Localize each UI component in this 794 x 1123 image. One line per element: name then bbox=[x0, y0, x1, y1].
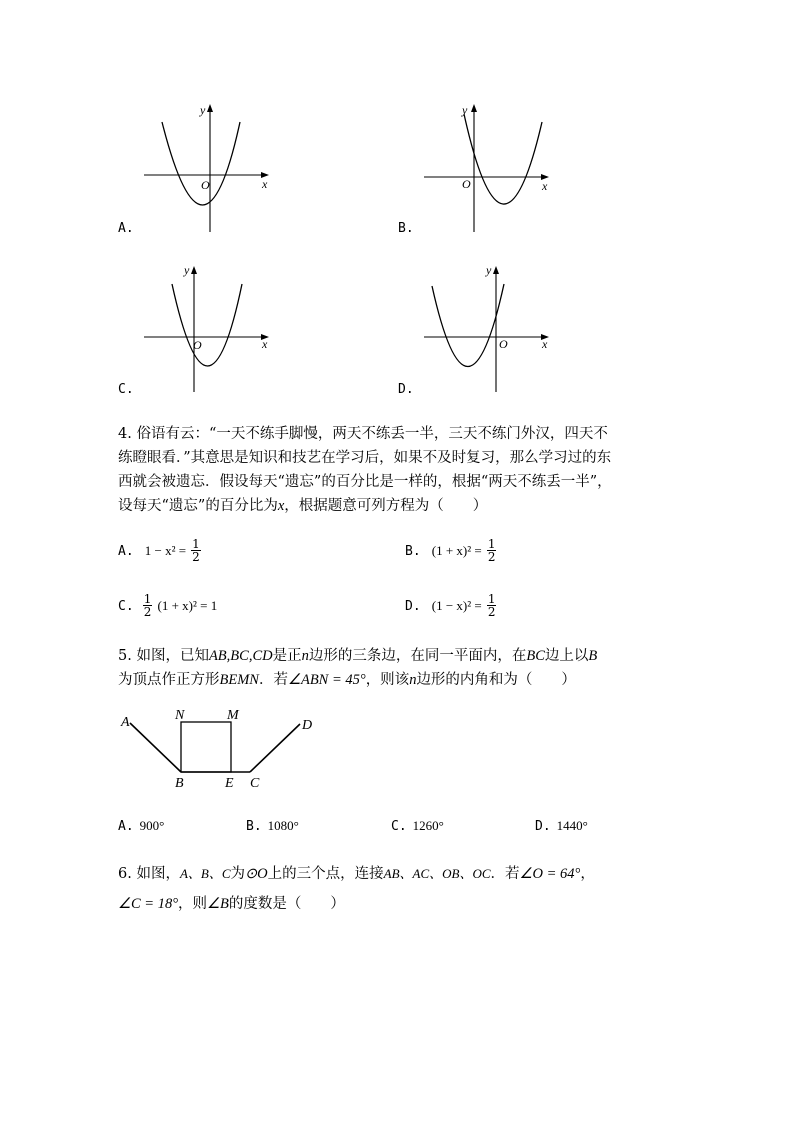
point-m-label: M bbox=[227, 708, 239, 723]
parabola-curve bbox=[432, 284, 504, 367]
parabola-curve bbox=[464, 114, 542, 204]
option-d-label: D. bbox=[398, 382, 414, 397]
q4-line-4-text: 设每天“遗忘”的百分比为 bbox=[118, 498, 278, 514]
point-c-label: C bbox=[250, 776, 260, 791]
q5-line-2: 为顶点作正方形BEMN．若∠ABN = 45°，则该n边形的内角和为（ ） bbox=[118, 672, 576, 688]
q4-option-c-fraction: $\frac{1}{2}$ bbox=[143, 592, 152, 619]
point-a-label: A bbox=[121, 715, 130, 730]
q4-option-b[interactable] bbox=[405, 538, 496, 563]
q5-option-c[interactable]: C. 1260° bbox=[391, 818, 444, 834]
parabola-curve bbox=[172, 284, 242, 366]
q4-option-b-expr: (1 + x)² = bbox=[431, 543, 482, 558]
graph-b bbox=[418, 100, 558, 240]
q4-line-4 bbox=[118, 494, 487, 515]
point-d-label: D bbox=[302, 718, 313, 733]
y-label: y bbox=[200, 103, 206, 117]
origin-label: O bbox=[499, 337, 508, 351]
x-label: x bbox=[542, 337, 548, 351]
q4-option-c[interactable] bbox=[118, 593, 217, 618]
y-axis-arrow-icon bbox=[493, 266, 499, 274]
q5-option-b[interactable]: B. 1080° bbox=[246, 818, 299, 834]
y-axis-arrow-icon bbox=[191, 266, 197, 274]
q5-option-a[interactable]: A. 900° bbox=[118, 818, 165, 834]
q4-option-a-label: A. bbox=[118, 544, 134, 559]
graph-c bbox=[138, 262, 278, 402]
q4-option-c-label: C. bbox=[118, 599, 134, 614]
point-n-label: N bbox=[175, 708, 185, 723]
y-axis-arrow-icon bbox=[471, 104, 477, 112]
q5-option-d[interactable]: D. 1440° bbox=[535, 818, 588, 834]
y-label: y bbox=[184, 263, 190, 277]
q4-line-2: 练瞪眼看．”其意思是知识和技艺在学习后，如果不及时复习，那么学习过的东 bbox=[118, 450, 612, 466]
q4-option-a[interactable] bbox=[118, 538, 201, 563]
segment-ab bbox=[130, 723, 181, 772]
x-label: x bbox=[262, 177, 268, 191]
origin-label: O bbox=[201, 178, 210, 192]
q4-option-d[interactable] bbox=[405, 593, 496, 618]
q4-line-1: 4. 俗语有云：“一天不练手脚慢，两天不练丢一半，三天不练门外汉，四天不 bbox=[118, 426, 608, 442]
q6-line-2: ∠C = 18°，则∠B的度数是（ ） bbox=[118, 896, 345, 912]
q5-line-1: 5. 如图，已知AB,BC,CD是正n边形的三条边，在同一平面内，在BC边上以B bbox=[118, 648, 598, 664]
y-axis-arrow-icon bbox=[207, 104, 213, 112]
origin-label: O bbox=[462, 177, 471, 191]
q6-line-1: 6. 如图，A、B、C为⊙O上的三个点，连接AB、AC、OB、OC．若∠O = 64°， bbox=[118, 866, 595, 882]
square-bemn bbox=[181, 722, 231, 772]
y-label: y bbox=[462, 103, 468, 117]
q4-option-a-fraction: $\frac{1}{2}$ bbox=[192, 537, 200, 564]
q4-option-a-expr: 1 − x² = bbox=[144, 543, 187, 558]
q4-option-d-expr: (1 − x)² = bbox=[431, 598, 482, 613]
q4-option-d-label: D. bbox=[405, 599, 421, 614]
segment-cd bbox=[250, 724, 300, 772]
graph-d bbox=[418, 262, 558, 402]
x-label: x bbox=[262, 337, 268, 351]
q4-variable: x bbox=[277, 498, 285, 514]
origin-label: O bbox=[193, 338, 202, 352]
parabola-curve bbox=[162, 122, 240, 205]
option-b-label: B. bbox=[398, 221, 414, 236]
x-label: x bbox=[542, 179, 548, 193]
graph-a bbox=[138, 100, 278, 240]
q4-option-c-expr: (1 + x)² = 1 bbox=[157, 598, 218, 613]
q4-option-b-label: B. bbox=[405, 544, 421, 559]
q4-line-4-tail: ，根据题意可列方程为（ ） bbox=[284, 498, 488, 514]
option-c-label: C. bbox=[118, 382, 134, 397]
point-b-label: B bbox=[175, 776, 184, 791]
y-label: y bbox=[486, 263, 492, 277]
option-a-label: A. bbox=[118, 221, 134, 236]
q4-option-d-fraction: $\frac{1}{2}$ bbox=[487, 592, 496, 619]
q5-figure bbox=[112, 702, 332, 797]
q4-line-3: 西就会被遗忘．假设每天“遗忘”的百分比是一样的，根据“两天不练丢一半”， bbox=[118, 474, 612, 490]
point-e-label: E bbox=[225, 776, 234, 791]
q4-option-b-fraction: $\frac{1}{2}$ bbox=[487, 537, 496, 564]
